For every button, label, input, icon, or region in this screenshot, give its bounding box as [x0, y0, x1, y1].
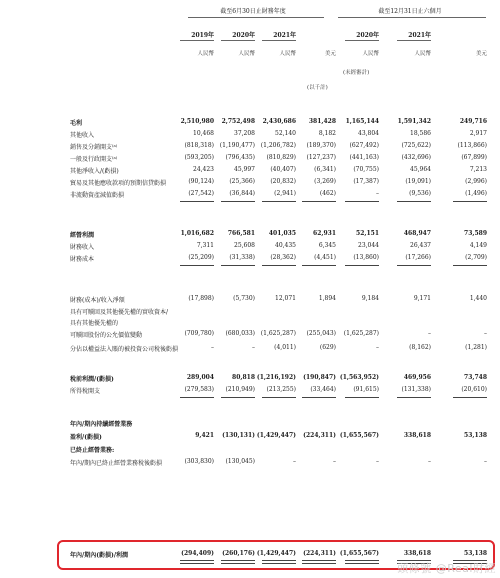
value-cell: – [252, 344, 255, 351]
row-label: 非流動資產減值虧損 [70, 192, 125, 199]
value-cell: 80,818 [232, 374, 255, 381]
value-cell: 52,151 [356, 230, 379, 237]
year-header: 2020年 [356, 32, 379, 39]
subtotal-rule [397, 397, 431, 398]
value-cell: – [484, 458, 487, 465]
value-cell: 24,423 [193, 166, 214, 173]
value-cell: 338,618 [403, 550, 431, 557]
subtotal-rule [262, 397, 296, 398]
value-cell: (1,496) [465, 190, 487, 197]
table-row [0, 118, 500, 128]
currency-header: 人民幣 [238, 51, 255, 57]
row-label: 其他收入 [70, 132, 95, 139]
value-cell: 4,149 [469, 242, 487, 249]
value-cell: (810,829) [266, 154, 296, 161]
value-cell: (255,043) [306, 330, 336, 337]
value-cell: (20,832) [270, 178, 296, 185]
value-cell: (4,451) [314, 254, 336, 261]
unaudited-note: (未經審計) [343, 70, 370, 76]
value-cell: – [293, 458, 296, 465]
value-cell: 9,184 [361, 295, 379, 302]
group2-rule [338, 17, 486, 18]
subtotal-rule [302, 201, 336, 202]
value-cell: (28,362) [270, 254, 296, 261]
value-cell: (31,338) [229, 254, 255, 261]
value-cell: (91,615) [353, 386, 379, 393]
value-cell: (189,370) [306, 142, 336, 149]
table-row [0, 154, 500, 164]
table-row [0, 419, 500, 429]
row-label: 財務收入 [70, 244, 95, 251]
currency-header: 人民幣 [279, 51, 296, 57]
value-cell: – [428, 458, 431, 465]
value-cell: (680,033) [225, 330, 255, 337]
value-cell: (725,622) [401, 142, 431, 149]
value-cell: (13,860) [353, 254, 379, 261]
value-cell: (294,409) [181, 550, 214, 557]
row-label: 具有其他優先權的 [70, 320, 119, 327]
table-row [0, 344, 500, 354]
row-label: 一般及行政開支⁽ᵃ⁾ [70, 156, 118, 163]
value-cell: 37,208 [234, 130, 255, 137]
table-row [0, 242, 500, 252]
value-cell: 7,213 [469, 166, 487, 173]
year-header-rule [180, 40, 214, 41]
value-cell: (432,696) [401, 154, 431, 161]
row-label: 所得稅開支 [70, 388, 101, 395]
six-month-group-header: 截至12月31日止六個月 [378, 8, 442, 15]
value-cell: 52,140 [275, 130, 296, 137]
row-label: 已終止經營業務: [70, 447, 115, 454]
value-cell: 1,591,342 [397, 118, 431, 125]
value-cell: 2,917 [469, 130, 487, 137]
value-cell: (17,898) [188, 295, 214, 302]
year-header-rule [397, 40, 431, 41]
value-cell: (213,255) [266, 386, 296, 393]
value-cell: (1,429,447) [256, 432, 296, 439]
value-cell: (17,266) [405, 254, 431, 261]
value-cell: (796,435) [225, 154, 255, 161]
value-cell: 2,510,980 [180, 118, 214, 125]
value-cell: (4,011) [274, 344, 296, 351]
value-cell: (5,730) [233, 295, 255, 302]
value-cell: 401,035 [268, 230, 296, 237]
value-cell: (131,338) [401, 386, 431, 393]
table-row [0, 374, 500, 384]
subtotal-rule [345, 201, 379, 202]
value-cell: (25,366) [229, 178, 255, 185]
value-cell: (130,045) [225, 458, 255, 465]
value-cell: (1,216,192) [256, 374, 296, 381]
value-cell: 25,608 [234, 242, 255, 249]
value-cell: (1,563,952) [339, 374, 379, 381]
value-cell: 53,138 [464, 550, 487, 557]
row-label: 毛利 [70, 120, 83, 127]
currency-header: 人民幣 [197, 51, 214, 57]
value-cell: (19,091) [405, 178, 431, 185]
subtotal-rule [262, 201, 296, 202]
row-label: 可贖回股份的公允價值變動 [70, 332, 143, 339]
value-cell: 62,931 [313, 230, 336, 237]
value-cell: 2,430,686 [262, 118, 296, 125]
table-row [0, 166, 500, 176]
year-header-rule [221, 40, 255, 41]
subtotal-rule [397, 201, 431, 202]
row-label: 具有可贖回及其他優先權的實收資本/ [70, 309, 169, 316]
value-cell: (8,162) [409, 344, 431, 351]
year-header: 2020年 [232, 32, 255, 39]
subtotal-rule [453, 265, 487, 266]
value-cell: 40,435 [275, 242, 296, 249]
table-row [0, 190, 500, 200]
value-cell: (224,311) [303, 550, 336, 557]
value-cell: 766,581 [227, 230, 255, 237]
value-cell: (260,176) [222, 550, 255, 557]
table-row [0, 230, 500, 240]
value-cell: 9,171 [413, 295, 431, 302]
subtotal-rule [221, 397, 255, 398]
row-label: 財務(成本)/收入淨額 [70, 297, 125, 304]
value-cell: (2,941) [274, 190, 296, 197]
value-cell: 45,964 [410, 166, 431, 173]
value-cell: – [376, 190, 379, 197]
row-label: 年內/期內(虧損)/利潤 [70, 552, 129, 559]
table-row [0, 330, 500, 340]
subtotal-rule [180, 201, 214, 202]
value-cell: (70,755) [353, 166, 379, 173]
value-cell: 8,182 [318, 130, 336, 137]
value-cell: (90,124) [188, 178, 214, 185]
value-cell: (627,492) [349, 142, 379, 149]
value-cell: (33,464) [310, 386, 336, 393]
subtotal-rule [345, 265, 379, 266]
value-cell: (40,407) [270, 166, 296, 173]
value-cell: 338,618 [403, 432, 431, 439]
value-cell: (1,206,782) [260, 142, 296, 149]
value-cell: 2,752,498 [221, 118, 255, 125]
value-cell: (1,190,477) [219, 142, 255, 149]
table-row [0, 178, 500, 188]
currency-header: 美元 [475, 51, 487, 57]
value-cell: (210,949) [225, 386, 255, 393]
row-label: 年內/期內持續經營業務 [70, 421, 133, 428]
value-cell: – [484, 330, 487, 337]
subtotal-rule [262, 265, 296, 266]
value-cell: (462) [319, 190, 336, 197]
row-label: 稅前利潤/(虧損) [70, 376, 114, 383]
value-cell: 73,748 [464, 374, 487, 381]
group1-rule [188, 17, 324, 18]
row-label: 貿易及其他應收款項的預期信貸虧損 [70, 180, 167, 187]
value-cell: 43,804 [358, 130, 379, 137]
value-cell: 7,311 [196, 242, 214, 249]
watermark: 頭條號 @Real財經 [397, 562, 496, 575]
value-cell: 249,716 [459, 118, 487, 125]
value-cell: (279,583) [184, 386, 214, 393]
year-header: 2019年 [191, 32, 214, 39]
table-row [0, 318, 500, 328]
value-cell: (303,830) [184, 458, 214, 465]
year-header: 2021年 [273, 32, 296, 39]
value-cell: (27,542) [188, 190, 214, 197]
value-cell: (593,205) [184, 154, 214, 161]
value-cell: 468,947 [403, 230, 431, 237]
value-cell: (20,610) [461, 386, 487, 393]
value-cell: – [333, 458, 336, 465]
value-cell: 73,589 [464, 230, 487, 237]
value-cell: 23,044 [358, 242, 379, 249]
value-cell: (67,899) [461, 154, 487, 161]
value-cell: 1,165,144 [345, 118, 379, 125]
value-cell: (818,318) [184, 142, 214, 149]
value-cell: 18,586 [410, 130, 431, 137]
value-cell: – [376, 344, 379, 351]
subtotal-rule [302, 265, 336, 266]
value-cell: (1,655,567) [339, 432, 379, 439]
value-cell: (127,237) [306, 154, 336, 161]
subtotal-rule [180, 397, 214, 398]
table-row [0, 142, 500, 152]
row-label: 分佔以權益法入賬的被投資公司稅後虧損 [70, 346, 179, 353]
table-row [0, 307, 500, 317]
year-header-rule [262, 40, 296, 41]
value-cell: (1,281) [465, 344, 487, 351]
value-cell: (224,311) [303, 432, 336, 439]
table-row [0, 432, 500, 442]
value-cell: 26,437 [410, 242, 431, 249]
subtotal-rule [221, 201, 255, 202]
value-cell: 53,138 [464, 432, 487, 439]
table-row [0, 130, 500, 140]
fiscal-year-group-header: 截至6月30日止財務年度 [220, 8, 286, 15]
table-row [0, 295, 500, 305]
subtotal-rule [302, 397, 336, 398]
value-cell: (9,536) [409, 190, 431, 197]
subtotal-rule [453, 201, 487, 202]
value-cell: (1,625,287) [343, 330, 379, 337]
value-cell: – [376, 458, 379, 465]
subtotal-rule [180, 265, 214, 266]
value-cell: 10,468 [193, 130, 214, 137]
value-cell: (1,655,567) [339, 550, 379, 557]
currency-header: 人民幣 [414, 51, 431, 57]
subtotal-rule [397, 265, 431, 266]
value-cell: 1,016,682 [180, 230, 214, 237]
row-label: 盈利/(虧損) [70, 434, 102, 441]
value-cell: (36,844) [229, 190, 255, 197]
value-cell: – [428, 330, 431, 337]
value-cell: 1,440 [469, 295, 487, 302]
value-cell: 469,956 [403, 374, 431, 381]
unit-note: (以千計) [307, 85, 328, 91]
value-cell: (190,847) [303, 374, 336, 381]
row-label: 經營利潤 [70, 232, 95, 239]
value-cell: (1,429,447) [256, 550, 296, 557]
value-cell: (629) [319, 344, 336, 351]
value-cell: (1,625,287) [260, 330, 296, 337]
value-cell: (3,269) [314, 178, 336, 185]
row-label: 銷售及分銷開支⁽ᵃ⁾ [70, 144, 118, 151]
table-row [0, 445, 500, 455]
value-cell: (130,131) [222, 432, 255, 439]
row-label: 其他淨收入/(虧損) [70, 168, 119, 175]
value-cell: – [211, 344, 214, 351]
year-header: 2021年 [408, 32, 431, 39]
currency-header: 美元 [324, 51, 336, 57]
value-cell: (2,996) [465, 178, 487, 185]
table-row [0, 254, 500, 264]
table-row [0, 386, 500, 396]
value-cell: 9,421 [195, 432, 214, 439]
value-cell: (709,780) [184, 330, 214, 337]
value-cell: 45,997 [234, 166, 255, 173]
value-cell: (25,209) [188, 254, 214, 261]
subtotal-rule [345, 397, 379, 398]
table-row [0, 458, 500, 468]
subtotal-rule [453, 397, 487, 398]
value-cell: 381,428 [308, 118, 336, 125]
value-cell: (6,341) [314, 166, 336, 173]
year-header-rule [345, 40, 379, 41]
value-cell: (113,866) [457, 142, 487, 149]
currency-header: 人民幣 [362, 51, 379, 57]
row-label: 年內/期內已終止經營業務稅後虧損 [70, 460, 163, 467]
value-cell: 12,071 [275, 295, 296, 302]
value-cell: 1,894 [318, 295, 336, 302]
value-cell: 6,345 [318, 242, 336, 249]
value-cell: 289,004 [186, 374, 214, 381]
value-cell: (17,387) [353, 178, 379, 185]
value-cell: (441,163) [349, 154, 379, 161]
subtotal-rule [221, 265, 255, 266]
row-label: 財務成本 [70, 256, 95, 263]
value-cell: (2,709) [465, 254, 487, 261]
